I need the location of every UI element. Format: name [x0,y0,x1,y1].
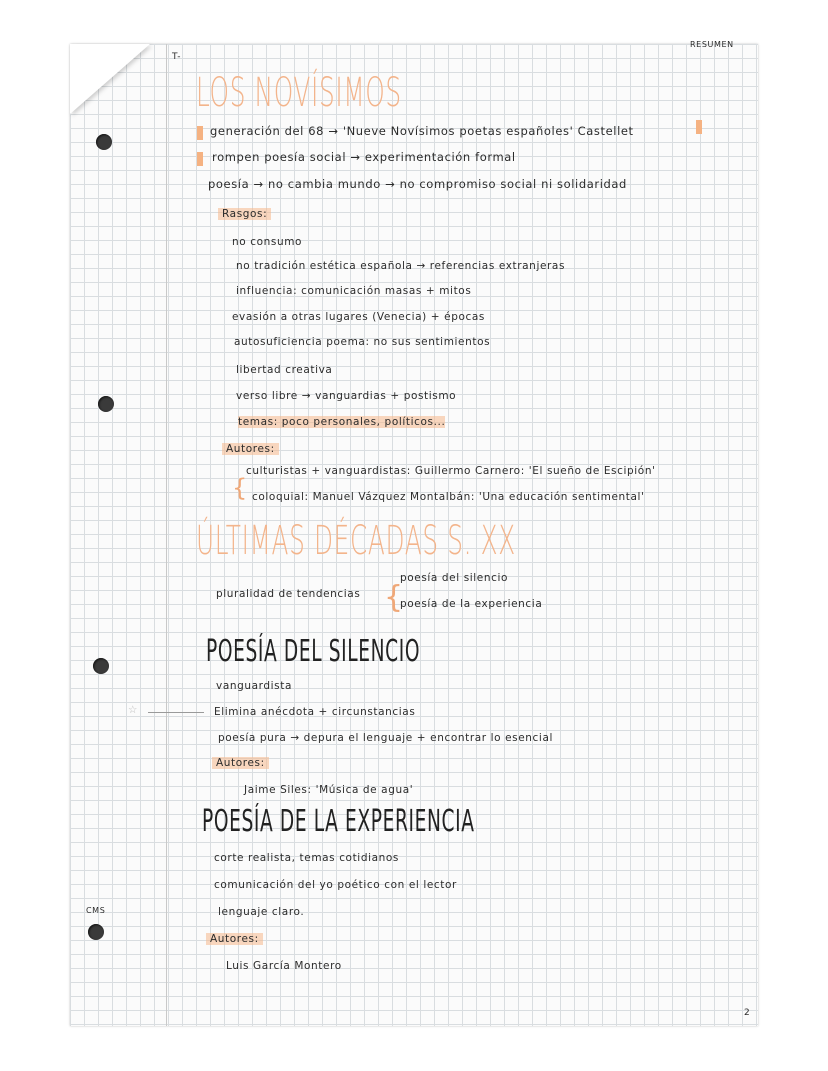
bullet-highlight [197,126,203,140]
autores-label [212,757,269,769]
corner-label: RESUMEN [690,40,734,49]
top-mark: T- [172,52,182,62]
star-icon: ☆ [128,704,139,716]
autores-label [222,443,279,455]
rasgo-item-text: temas: poco personales, políticos... [238,416,446,428]
novisimos-line: rompen poesía social → experimentación formal [212,150,516,164]
arrow-line [148,712,204,713]
margin-line [166,44,167,1026]
novisimos-line: generación del 68 → 'Nueve Novísimos poetas españoles' Castellet [210,124,634,138]
silencio-line: Elimina anécdota + circunstancias [214,706,416,718]
experiencia-autor: Luis García Montero [226,960,342,972]
section-title-silencio: POESÍA DEL SILENCIO [206,634,421,669]
autores-label-text: Autores: [212,757,269,769]
brace-icon: { [384,580,404,615]
autor-item: culturistas + vanguardistas: Guillermo Carnero: 'El sueño de Escipión' [246,465,656,477]
brace-icon: { [232,474,248,502]
binder-hole [98,396,114,412]
rasgo-item: influencia: comunicación masas + mitos [236,285,472,297]
binder-hole [96,134,112,150]
experiencia-line: comunicación del yo poético con el lector [214,879,457,891]
pluralidad-text: pluralidad de tendencias [216,588,361,600]
novisimos-line: poesía → no cambia mundo → no compromiso social ni solidaridad [208,177,627,191]
autores-label [206,933,263,945]
experiencia-line: corte realista, temas cotidianos [214,852,399,864]
experiencia-line: lenguaje claro. [218,906,305,918]
binder-hole [93,658,109,674]
section-title-experiencia: POESÍA DE LA EXPERIENCIA [202,804,475,839]
rasgos-label [218,208,271,220]
page-number: 2 [744,1008,751,1018]
rasgo-item [238,416,445,428]
bullet-highlight [696,120,702,134]
rasgo-item: no tradición estética española → referencias extranjeras [236,260,566,272]
tendencia-item: poesía del silencio [400,572,509,584]
folded-corner [70,44,150,114]
autores-label-text: Autores: [206,933,263,945]
silencio-autor: Jaime Siles: 'Música de agua' [244,784,414,796]
silencio-line: vanguardista [216,680,292,692]
silencio-line: poesía pura → depura el lenguaje + encontrar lo esencial [218,732,553,744]
tendencia-item: poesía de la experiencia [400,598,543,610]
section-title-ultimas: ÚLTIMAS DÉCADAS S. XX [196,518,516,564]
rasgos-label-text: Rasgos: [218,208,271,220]
binder-hole [88,924,104,940]
rasgo-item: autosuficiencia poema: no sus sentimientos [234,336,491,348]
autor-item: coloquial: Manuel Vázquez Montalbán: 'Una educación sentimental' [252,491,645,503]
section-title-novisimos: LOS NOVÍSIMOS [196,70,402,116]
autores-label-text: Autores: [222,443,279,455]
rasgo-item: verso libre → vanguardias + postismo [236,390,457,402]
bullet-highlight [197,152,203,166]
rasgo-item: no consumo [232,236,303,248]
initials: CMS [86,906,106,915]
rasgo-item: libertad creativa [236,364,333,376]
rasgo-item: evasión a otras lugares (Venecia) + épocas [232,311,485,323]
